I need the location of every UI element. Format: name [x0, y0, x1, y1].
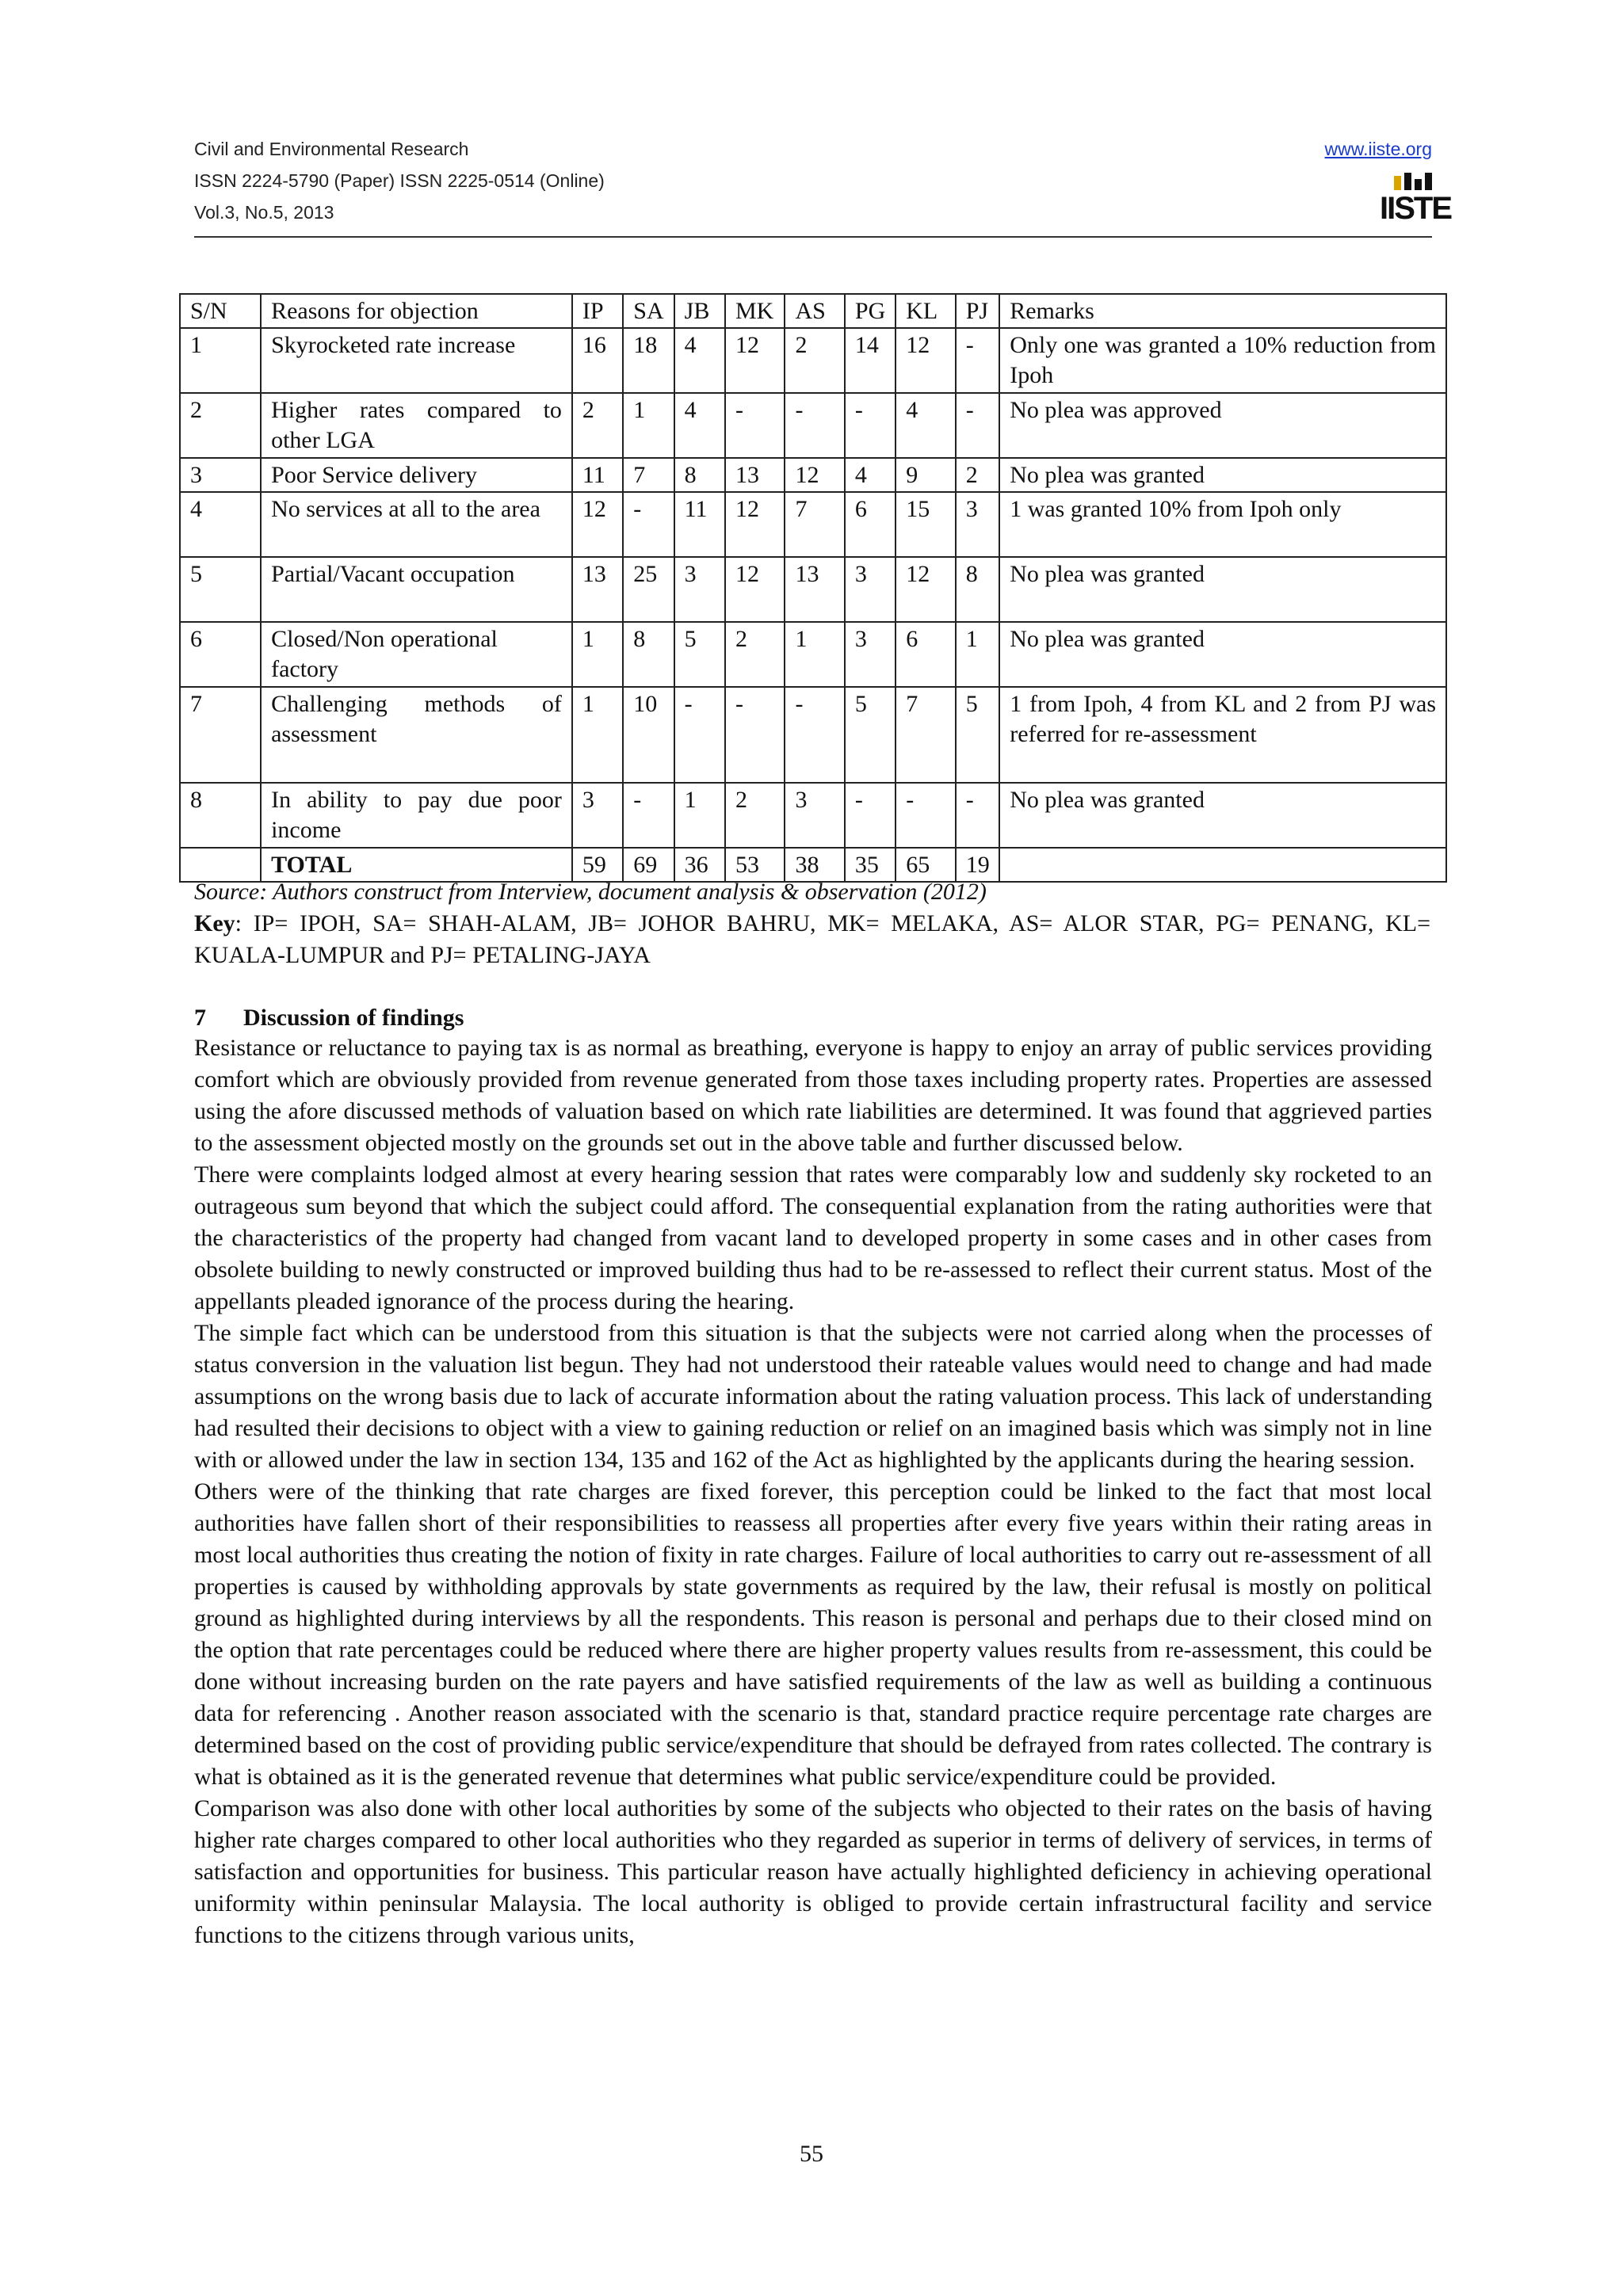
cell-kl: -	[896, 783, 955, 848]
section-number: 7	[194, 1005, 206, 1031]
cell-kl: 9	[896, 458, 955, 492]
paragraph: The simple fact which can be understood from this situation is that the subjects were not carried along when the processes of status conversion in the valuation list begun. They had not understood their rateable values would need to change and had made assumptions on the wrong basis due to lack of accurate information about the rating valuation process. This lack of understanding had resulted their decisions to object with a view to gaining reduction or relief on an imagined basis which was simply not in line with or allowed under the law in section 134, 135 and 162 of the Act as highlighted by the applicants during the hearing session.	[194, 1320, 1432, 1473]
cell-reason: Higher rates compared to other LGA	[261, 393, 572, 458]
cell-mk: 2	[725, 622, 785, 687]
cell-jb: 4	[674, 328, 725, 393]
cell-pj: -	[956, 328, 999, 393]
cell-pg: 3	[845, 557, 896, 622]
cell-reason: Closed/Non operational factory	[261, 622, 572, 687]
cell-remarks: 1 was granted 10% from Ipoh only	[999, 492, 1446, 557]
cell-jb: 11	[674, 492, 725, 557]
paragraph: Resistance or reluctance to paying tax is as normal as breathing, everyone is happy to enjoy an array of public services providing comfort which are obviously provided from revenue generated from those taxes including property rates. Properties are assessed using the afore discussed methods of valuation based on which rate liabilities are determined. It was found that aggrieved parties to the assessment objected mostly on the grounds set out in the above table and further discussed below.	[194, 1035, 1432, 1156]
table-row	[180, 622, 1446, 687]
cell-ip: 12	[572, 492, 623, 557]
total-jb: 36	[674, 848, 725, 882]
cell-kl: 12	[896, 557, 955, 622]
logo-bars-icon	[1380, 173, 1432, 190]
journal-volume: Vol.3, No.5, 2013	[194, 202, 334, 223]
journal-name: Civil and Environmental Research	[194, 139, 469, 159]
cell-pg: -	[845, 783, 896, 848]
column-header: KL	[896, 294, 955, 328]
iiste-logo	[1380, 173, 1452, 231]
cell-kl: 12	[896, 328, 955, 393]
table-row	[180, 393, 1446, 458]
column-header: IP	[572, 294, 623, 328]
cell-pj: 8	[956, 557, 999, 622]
cell-pg: 6	[845, 492, 896, 557]
cell-mk: 12	[725, 492, 785, 557]
cell-pg: 3	[845, 622, 896, 687]
column-header: Reasons for objection	[261, 294, 572, 328]
objection-table	[179, 293, 1447, 883]
total-label: TOTAL	[261, 848, 572, 882]
cell-sn: 3	[180, 458, 261, 492]
cell-mk: 13	[725, 458, 785, 492]
column-header: S/N	[180, 294, 261, 328]
cell-reason: Skyrocketed rate increase	[261, 328, 572, 393]
total-sa: 69	[623, 848, 674, 882]
key-label: Key	[194, 910, 235, 936]
cell-remarks: 1 from Ipoh, 4 from KL and 2 from PJ was referred for re-assessment	[999, 687, 1446, 783]
total-ip: 59	[572, 848, 623, 882]
cell-sa: 25	[623, 557, 674, 622]
table-source-caption: Source: Authors construct from Interview, document analysis & observation (2012)	[194, 879, 987, 905]
cell-pj: 2	[956, 458, 999, 492]
cell-ip: 2	[572, 393, 623, 458]
cell-remarks: No plea was granted	[999, 622, 1446, 687]
cell-jb: 5	[674, 622, 725, 687]
table-row	[180, 687, 1446, 783]
cell-ip: 11	[572, 458, 623, 492]
cell-remarks: No plea was granted	[999, 458, 1446, 492]
cell-sn: 8	[180, 783, 261, 848]
cell-sn: 6	[180, 622, 261, 687]
cell-ip: 3	[572, 783, 623, 848]
body-text	[194, 1032, 1432, 1951]
cell-pg: 4	[845, 458, 896, 492]
total-kl: 65	[896, 848, 955, 882]
cell-sn: 1	[180, 328, 261, 393]
cell-remarks: No plea was approved	[999, 393, 1446, 458]
logo-wordmark: IISTE	[1380, 191, 1452, 226]
cell-pj: 5	[956, 687, 999, 783]
cell-as: 1	[785, 622, 844, 687]
cell-mk: -	[725, 393, 785, 458]
cell-kl: 15	[896, 492, 955, 557]
cell-sa: 18	[623, 328, 674, 393]
page-number: 55	[800, 2141, 823, 2167]
table-header-row	[180, 294, 1446, 328]
cell-ip: 1	[572, 622, 623, 687]
page-header	[194, 135, 1452, 238]
cell-reason: Challenging methods of assessment	[261, 687, 572, 783]
cell-as: 3	[785, 783, 844, 848]
cell-sa: 7	[623, 458, 674, 492]
column-header: SA	[623, 294, 674, 328]
cell-sa: 10	[623, 687, 674, 783]
table-row	[180, 492, 1446, 557]
total-pj: 19	[956, 848, 999, 882]
cell-pg: 5	[845, 687, 896, 783]
cell-remarks: Only one was granted a 10% reduction from Ipoh	[999, 328, 1446, 393]
cell-as: 12	[785, 458, 844, 492]
cell-sn: 7	[180, 687, 261, 783]
table-row	[180, 328, 1446, 393]
key-text: : IP= IPOH, SA= SHAH-ALAM, JB= JOHOR BAHRU, MK= MELAKA, AS= ALOR STAR, PG= PENANG, KL= KUALA-LUMPUR and PJ= PETALING-JAYA	[194, 910, 1430, 968]
total-mk: 53	[725, 848, 785, 882]
cell-as: -	[785, 687, 844, 783]
cell-reason: Partial/Vacant occupation	[261, 557, 572, 622]
cell-as: 2	[785, 328, 844, 393]
total-as: 38	[785, 848, 844, 882]
cell-remarks: No plea was granted	[999, 557, 1446, 622]
section-heading	[194, 1002, 464, 1034]
cell-kl: 4	[896, 393, 955, 458]
column-header: PJ	[956, 294, 999, 328]
table-key	[194, 908, 1430, 971]
cell-sa: -	[623, 783, 674, 848]
total-pg: 35	[845, 848, 896, 882]
cell-mk: 2	[725, 783, 785, 848]
paragraph: Comparison was also done with other local authorities by some of the subjects who objected to their rates on the basis of having higher rate charges compared to other local authorities who they regarded as superior in terms of delivery of services, in terms of satisfaction and opportunities for business. This particular reason have actually highlighted deficiency in achieving operational uniformity within peninsular Malaysia. The local authority is obliged to provide certain infrastructural facility and service functions to the citizens through various units,	[194, 1795, 1432, 1948]
table-row	[180, 783, 1446, 848]
cell-reason: In ability to pay due poor income	[261, 783, 572, 848]
cell-pj: -	[956, 393, 999, 458]
cell-jb: 1	[674, 783, 725, 848]
table-row	[180, 458, 1446, 492]
section-title: Discussion of findings	[243, 1005, 464, 1031]
cell-mk: -	[725, 687, 785, 783]
paragraph: There were complaints lodged almost at every hearing session that rates were comparably low and suddenly sky rocketed to an outrageous sum beyond that which the subject could afford. The consequential explanation from the rating authorities were that the characteristics of the property had changed from vacant land to developed property in some cases and in other cases from obsolete building to newly constructed or improved building thus had to be re-assessed to reflect their current status. Most of the appellants pleaded ignorance of the process during the hearing.	[194, 1161, 1432, 1314]
cell-sa: 1	[623, 393, 674, 458]
cell-sa: -	[623, 492, 674, 557]
cell-ip: 1	[572, 687, 623, 783]
cell-kl: 6	[896, 622, 955, 687]
cell-remarks: No plea was granted	[999, 783, 1446, 848]
column-header: JB	[674, 294, 725, 328]
cell-as: -	[785, 393, 844, 458]
table-row	[180, 557, 1446, 622]
cell-sn: 4	[180, 492, 261, 557]
paragraph: Others were of the thinking that rate charges are fixed forever, this perception could be linked to the fact that most local authorities have fallen short of their responsibilities to reassess all properties after every five years within their rating areas in most local authorities thus creating the notion of fixity in rate charges. Failure of local authorities to carry out re-assessment of all properties is caused by withholding approvals by state governments as required by the law, their refusal is mostly on political ground as highlighted during interviews by all the respondents. This reason is personal and perhaps due to their closed mind on the option that rate percentages could be reduced where there are higher property values results from re-assessment, this could be done without increasing burden on the rate payers and have satisfied requirements of the law as well as building a continuous data for referencing . Another reason associated with the scenario is that, standard practice require percentage rate charges are determined based on the cost of providing public service/expenditure that should be defrayed from rates collected. The contrary is what is obtained as it is the generated revenue that determines what public service/expenditure could be provided.	[194, 1478, 1432, 1790]
cell-jb: 3	[674, 557, 725, 622]
cell-pj: 3	[956, 492, 999, 557]
cell-pj: -	[956, 783, 999, 848]
cell-jb: 8	[674, 458, 725, 492]
cell-pg: -	[845, 393, 896, 458]
cell-jb: -	[674, 687, 725, 783]
cell-pj: 1	[956, 622, 999, 687]
cell-sn: 2	[180, 393, 261, 458]
website-link[interactable]: www.iiste.org	[1324, 139, 1432, 159]
cell-pg: 14	[845, 328, 896, 393]
cell-reason: Poor Service delivery	[261, 458, 572, 492]
cell-sa: 8	[623, 622, 674, 687]
cell-ip: 16	[572, 328, 623, 393]
cell-mk: 12	[725, 328, 785, 393]
cell-as: 13	[785, 557, 844, 622]
column-header: Remarks	[999, 294, 1446, 328]
cell-jb: 4	[674, 393, 725, 458]
cell-as: 7	[785, 492, 844, 557]
journal-issn: ISSN 2224-5790 (Paper) ISSN 2225-0514 (Online)	[194, 170, 605, 191]
cell-ip: 13	[572, 557, 623, 622]
cell-sn: 5	[180, 557, 261, 622]
cell-mk: 12	[725, 557, 785, 622]
cell-kl: 7	[896, 687, 955, 783]
column-header: AS	[785, 294, 844, 328]
column-header: MK	[725, 294, 785, 328]
cell-reason: No services at all to the area	[261, 492, 572, 557]
column-header: PG	[845, 294, 896, 328]
